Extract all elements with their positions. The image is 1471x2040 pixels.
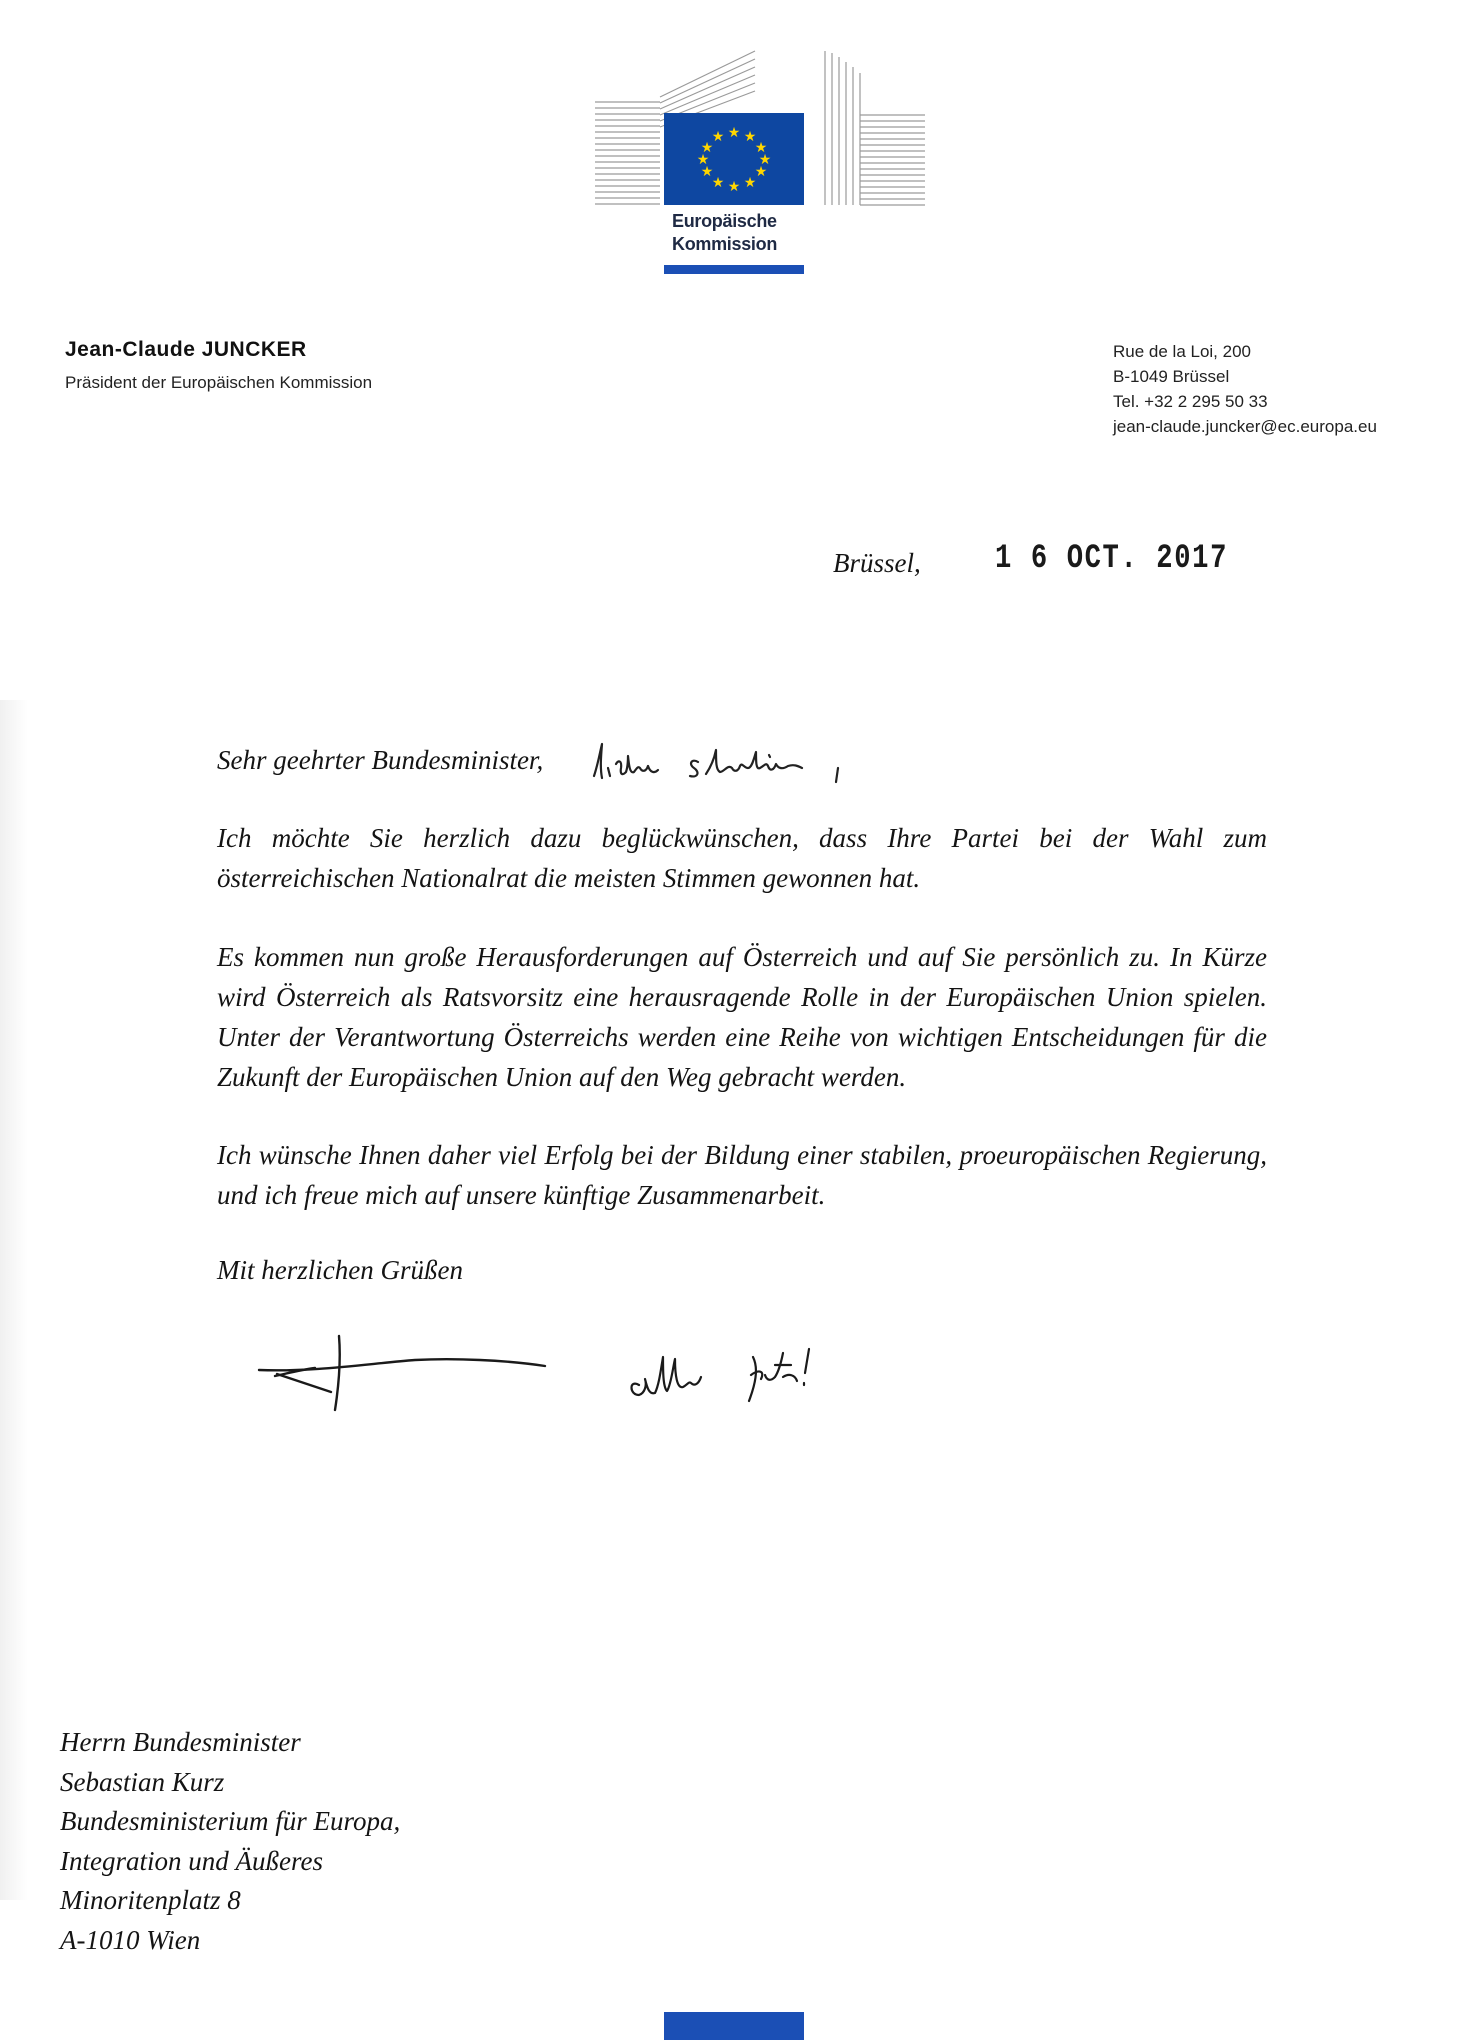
sender-title: Präsident der Europäischen Kommission <box>65 373 373 392</box>
logo-underline-bar <box>664 265 804 274</box>
eu-flag-icon <box>664 113 804 205</box>
address-line: Rue de la Loi, 200 <box>1113 342 1251 361</box>
svg-text:★: ★ <box>758 152 772 168</box>
logo-text-line2: Kommission <box>672 234 778 254</box>
handwritten-salutation <box>588 738 858 788</box>
sender-address <box>1113 339 1377 439</box>
handwritten-note <box>625 1345 895 1410</box>
svg-text:★: ★ <box>711 129 725 145</box>
svg-text:★: ★ <box>696 152 710 168</box>
svg-text:★: ★ <box>727 179 741 195</box>
svg-text:★: ★ <box>743 175 757 191</box>
svg-text:★: ★ <box>700 140 714 156</box>
svg-text:★: ★ <box>727 125 741 141</box>
sender-name: Jean-Claude JUNCKER <box>65 338 307 361</box>
building-lines-right <box>825 51 925 205</box>
letter-paragraph: Es kommen nun große Herausforderungen auf Österreich und auf Sie persönlich zu. In Kürze wird Österreich als Ratsvorsitz eine herausragende Rolle in der Europäischen Union spielen. Unter der Verantwortung Österreichs werden eine Reihe von wichtigen Entscheidungen für die Zukunft der Europäischen Union auf den Weg gebracht werden. <box>217 942 1267 1092</box>
address-email: jean-claude.juncker@ec.europa.eu <box>1113 417 1377 436</box>
address-line: Tel. +32 2 295 50 33 <box>1113 392 1268 411</box>
svg-text:★: ★ <box>743 129 757 145</box>
recipient-line: Minoritenplatz 8 <box>60 1885 241 1915</box>
date-place: Brüssel, <box>833 548 921 578</box>
letter-paragraph: Ich möchte Sie herzlich dazu beglückwünschen, dass Ihre Partei bei der Wahl zum österreichischen Nationalrat die meisten Stimmen gewonnen hat. <box>217 823 1267 893</box>
recipient-line: Integration und Äußeres <box>60 1845 323 1876</box>
footer-bar <box>664 2012 804 2040</box>
svg-text:★: ★ <box>711 175 725 191</box>
salutation: Sehr geehrter Bundesminister, <box>217 745 544 775</box>
svg-text:★: ★ <box>700 164 714 180</box>
signature <box>255 1330 555 1420</box>
recipient-line: Herrn Bundesminister <box>60 1727 301 1757</box>
address-line: B-1049 Brüssel <box>1113 367 1230 386</box>
svg-text:★: ★ <box>754 164 768 180</box>
scan-shadow <box>0 700 28 1900</box>
recipient-line: Bundesministerium für Europa, <box>60 1806 401 1836</box>
svg-text:★: ★ <box>754 140 768 156</box>
logo-text-line1: Europäische <box>672 211 777 231</box>
recipient-line: A-1010 Wien <box>60 1924 201 1955</box>
date-stamp: 1 6 OCT. 2017 <box>995 540 1228 578</box>
recipient-address <box>60 1723 400 1960</box>
closing: Mit herzlichen Grüßen <box>217 1255 463 1285</box>
recipient-line: Sebastian Kurz <box>60 1766 225 1797</box>
letter-paragraph: Ich wünsche Ihnen daher viel Erfolg bei der Bildung einer stabilen, proeuropäischen Regierung, und ich freue mich auf unsere künftige Zusammenarbeit. <box>217 1140 1267 1210</box>
